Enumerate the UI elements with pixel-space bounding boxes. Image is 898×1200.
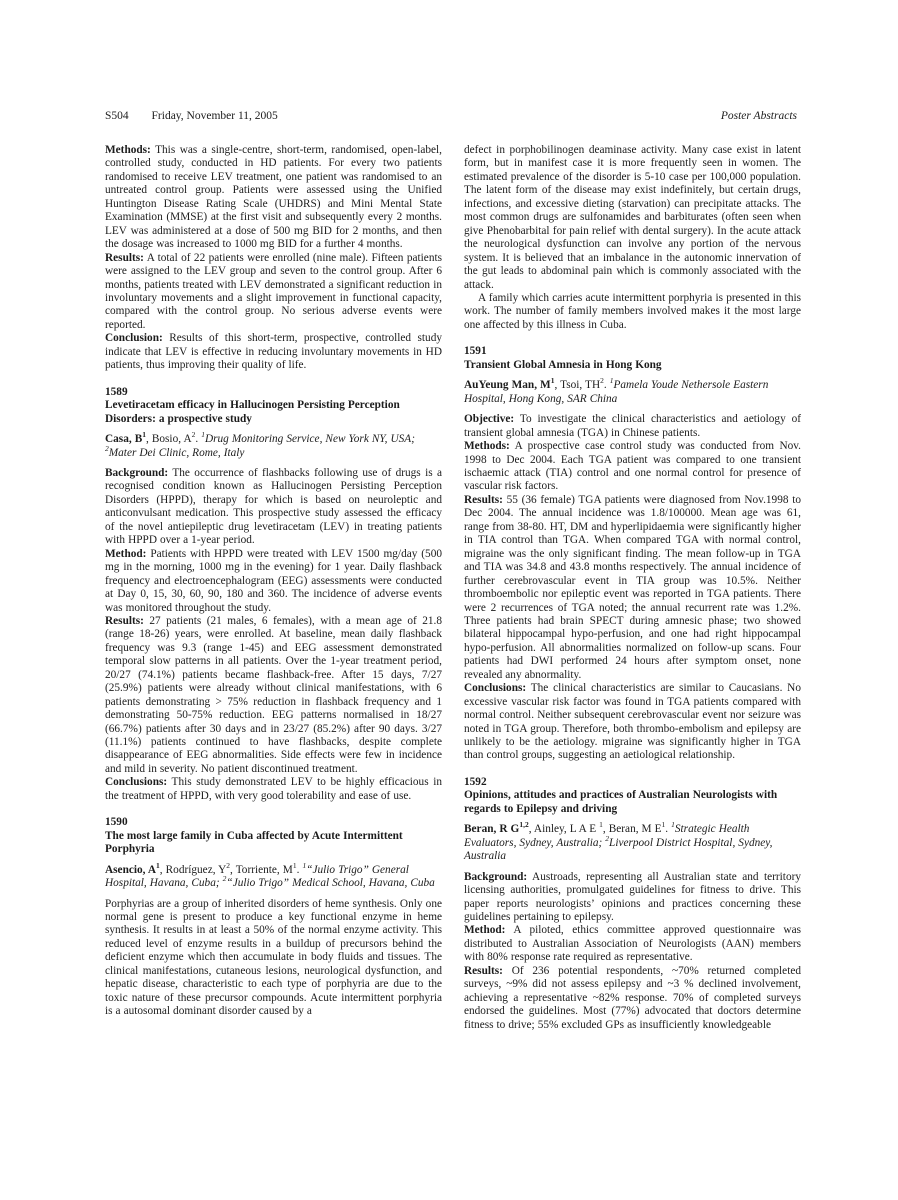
paragraph-text: A prospective case control study was conducted from Nov. 1998 to Dec 2004. Each TGA patient was compared to one transient ischaemic attack (TIA) control and one normal control for presence of vascular risk factors.	[464, 440, 801, 493]
paragraph-label: Objective:	[464, 413, 515, 426]
author-segment: , Beran, M E	[602, 823, 662, 836]
abstract-paragraph	[464, 871, 801, 925]
abstract-paragraph	[105, 776, 442, 803]
abstract-title: The most large family in Cuba affected by Acute Intermittent Porphyria	[105, 829, 403, 856]
paragraph-label: Conclusions:	[464, 682, 527, 695]
abstract-paragraph	[105, 548, 442, 615]
author-segment: 1	[609, 376, 614, 386]
author-segment: 2	[226, 860, 231, 870]
page-number: S504	[105, 110, 129, 122]
abstract-paragraph	[105, 332, 442, 372]
author-segment: 1	[156, 860, 160, 870]
author-segment: .	[296, 863, 303, 876]
abstract-number: 1591	[464, 345, 487, 358]
author-segment: 1	[292, 860, 297, 870]
paragraph-label: Results:	[105, 251, 144, 264]
author-segment: 1	[671, 820, 675, 830]
paragraph-text: This study demonstrated LEV to be highly efficacious in the treatment of HPPD, with very good tolerability and ease of use.	[105, 776, 442, 802]
header-left	[105, 110, 278, 122]
author-segment: .	[195, 433, 202, 446]
authors-line	[464, 376, 801, 406]
author-segment: 1,2	[519, 820, 529, 830]
abstract-number: 1589	[105, 385, 128, 398]
page-header	[105, 110, 797, 122]
paragraph-text: Of 236 potential respondents, ~70% returned completed surveys, ~9% did not assess epilepsy and ~3 % declined involvement, achieving a representative ~82% response. 70% of completed surveys endorsed the guidelines. Most (77%) advocated that doctors determine fitness to drive; 55% excluded GPs as insufficiently knowledgeable	[464, 964, 801, 1031]
paragraph-label: Results:	[105, 614, 144, 627]
abstract-paragraph	[464, 413, 801, 440]
abstract-number: 1592	[464, 775, 487, 788]
paragraph-text: The clinical characteristics are similar to Caucasians. No excessive vascular risk factor was found in TGA patients compared with normal control. Neither subsequent cerebrovascular event nor seizure was noted in TGA group. Therefore, both thrombo-embolism and epilepsy are unlikely to be the aetiology. migraine was significantly higher in TGA than control groups, suggesting an aetiological relationship.	[464, 682, 801, 762]
author-segment: Strategic Health Evaluators, Sydney, Australia;	[464, 823, 750, 849]
author-segment: , Torriente, M	[230, 863, 293, 876]
paragraph-text: 55 (36 female) TGA patients were diagnosed from Nov.1998 to Dec 2004. The annual incidence was 1.8/100000. Mean age was 61, range from 38-80. HT, DM and hyperlipidaemia were significantly higher in TIA control than TGA. When compared TGA with normal control, migraine was the only significant finding. The mean follow-up in TGA and TIA was 34.8 and 43.8 months respectively. The annual incidence of further cerebrovascular event in TIA group was 10.5%. Neither thromboembolic nor epileptic event was reported in TGA patients. There were 2 recurrences of TGA noted; the annual recurrent rate was 1.2%. Three patients had brain SPECT during amnesic phase; two showed bilateral hippocampal hypo-perfusion, and one had right hippocampal hypo-perfusion. All abnormalities normalized on follow-up scans. Four patients had DWI performed 24 hours after symptom onset, none revealed any abnormality.	[464, 493, 801, 681]
abstract-paragraph: Porphyrias are a group of inherited disorders of heme synthesis. Only one normal gene is present to produce a key functional enzyme in heme synthesis. It results in at least a 50% of the normal enzyme activity. This reduced level of enzyme results in a buildup of precursors behind the deficient enzyme which then accumulate in body fluids and tissues. The clinical manifestations, cutaneous lesions, neurological dysfunction, and hepatic disease, characteristic to each type of porphyria are due to the toxic nature of these precursor compounds. Acute intermittent porphyria is a autosomal dominant disorder caused by a	[105, 897, 442, 1018]
abstract-paragraph	[105, 467, 442, 548]
abstract-columns	[105, 144, 801, 1032]
author-segment: “Julio Trigo” Medical School, Havana, Cuba	[226, 877, 435, 890]
author-segment: 1	[142, 430, 146, 440]
author-segment: .	[665, 823, 672, 836]
paragraph-label: Conclusion:	[105, 332, 163, 345]
paragraph-text: To investigate the clinical characteristics and aetiology of transient global amnesia (TGA) in Chinese patients.	[464, 413, 801, 439]
paragraph-text: A piloted, ethics committee approved questionnaire was distributed to Australian Association of Neurologists (AAN) members with 80% response rate required as representative.	[464, 924, 801, 964]
author-segment: 2	[105, 443, 109, 453]
author-segment: .	[603, 379, 610, 392]
author-segment: Pamela Youde Nethersole Eastern Hospital, Hong Kong, SAR China	[464, 379, 769, 405]
author-segment: 1	[599, 820, 603, 830]
paragraph-label: Method:	[464, 924, 506, 937]
author-segment: 1	[201, 430, 205, 440]
paragraph-label: Methods:	[105, 144, 151, 156]
author-segment: Asencio, A	[105, 863, 157, 876]
abstract-paragraph: A family which carries acute intermittent porphyria is presented in this work. The number of family members involved makes it the most large one affected by this illness in Cuba.	[464, 291, 801, 331]
abstract-paragraph	[105, 144, 442, 252]
author-segment: Casa, B	[105, 433, 143, 446]
author-segment: Mater Dei Clinic, Rome, Italy	[108, 446, 245, 459]
author-segment: 2	[222, 874, 227, 884]
column-right	[464, 144, 801, 1032]
abstract-paragraph	[464, 682, 801, 763]
paragraph-label: Results:	[464, 493, 503, 506]
abstract-paragraph: defect in porphobilinogen deaminase activity. Many case exist in latent form, but in manifest case it is more frequently seen in women. The estimated prevalence of the disorder is 5-10 case per 100,000 population. The latent form of the disease may exist indefinitely, but certain drugs, infections, and excessive dieting (starvation) can precipitate attacks. The most common drugs are sulfonamides and barbiturates (often seen when give Phenobarbital for pain relief with dental surgery). In the acute attack the neurological dysfunction can involve any portion of the nervous system. It is believed that an imbalance in the autonomic innervation of the gut leads to abdominal pain which is commonly associated with the attack.	[464, 144, 801, 291]
author-segment: , Rodríguez, Y	[159, 863, 227, 876]
abstract-number: 1590	[105, 816, 128, 829]
author-segment: 2	[600, 376, 604, 386]
abstract-paragraph	[464, 924, 801, 964]
paragraph-text: Results of this short-term, prospective, controlled study indicate that LEV is effective in reducing involuntary movements in HD patients, thus improving their quality of life.	[105, 332, 442, 372]
abstract-paragraph	[105, 252, 442, 333]
author-segment: , Tsoi, TH	[554, 379, 601, 392]
paragraph-label: Background:	[105, 466, 169, 479]
author-segment: Beran, R G	[464, 823, 520, 836]
paragraph-text: Patients with HPPD were treated with LEV 1500 mg/day (500 mg in the morning, 1000 mg in the evening) for 1 year. Daily flashback frequency and electroencephalogram (EEG) assessments were conducted at Day 0, 15, 30, 60, 90, 180 and 360. The incidence of adverse events was monitored throughout the study.	[105, 547, 442, 614]
author-segment: “Julio Trigo” General Hospital, Havana, Cuba;	[105, 863, 409, 890]
abstract-title: Opinions, attitudes and practices of Australian Neurologists with regards to Epilepsy and driving	[464, 789, 778, 815]
abstract-paragraph	[464, 440, 801, 494]
paragraph-text: This was a single-centre, short-term, randomised, open-label, controlled study, conducted in HD patients. For every two patients randomised to receive LEV treatment, one patient was randomised to an untreated control group. Patients were assessed using the Unified Huntington Disease Rating Scale (UHDRS) and Mini Mental State Examination (MMSE) at the first visit and subsequently every 2 months. LEV was administered at a dose of 500 mg BID for 2 months, and then the dosage was increased to 1000 mg BID for a further 4 months.	[105, 144, 442, 251]
header-date: Friday, November 11, 2005	[151, 110, 278, 122]
paragraph-label: Results:	[464, 964, 503, 977]
author-segment: 1	[550, 376, 555, 386]
authors-line	[464, 820, 801, 863]
running-title: Poster Abstracts	[720, 110, 797, 122]
abstract-paragraph	[464, 965, 801, 1032]
abstract-title: Transient Global Amnesia in Hong Kong	[464, 358, 662, 371]
paragraph-text: The occurrence of flashbacks following use of drugs is a recognised condition known as Hallucinogen Persisting Perception Disorders (HPPD), therapy for which is based on neuroleptic and anticonvulsant medication. This prospective study assessed the efficacy of the novel antiepileptic drug levetiracetam (LEV) in treating patients with HPPD over a 1-year period.	[105, 466, 442, 547]
paragraph-label: Methods:	[464, 440, 510, 453]
authors-line	[105, 860, 442, 891]
paragraph-text: A total of 22 patients were enrolled (nine male). Fifteen patients were assigned to the LEV group and seven to the control group. After 6 months, patients treated with LEV demonstrated a significant reduction in involuntary movements and a slight improvement in functional capacity, compared with the control group. No serious adverse events were reported.	[105, 251, 442, 331]
author-segment: AuYeung Man, M	[464, 379, 551, 392]
abstract-paragraph	[105, 615, 442, 776]
author-segment: , Bosio, A	[146, 433, 192, 446]
author-segment: Drug Monitoring Service, New York NY, USA;	[204, 433, 415, 446]
authors-line	[105, 430, 442, 460]
author-segment: 2	[605, 833, 610, 843]
author-segment: Liverpool District Hospital, Sydney, Australia	[464, 836, 773, 863]
paragraph-label: Background:	[464, 870, 528, 883]
author-segment: 1	[661, 820, 666, 830]
paragraph-text: Austroads, representing all Australian state and territory licensing authorities, promulgated guidelines for fitness to drive. This paper reports neurologists’ opinions and practices concerning these guidelines pertaining to epilepsy.	[464, 870, 801, 924]
paragraph-label: Method:	[105, 547, 147, 560]
paragraph-label: Conclusions:	[105, 776, 168, 789]
abstract-title: Levetiracetam efficacy in Hallucinogen Persisting Perception Disorders: a prospective study	[105, 399, 400, 425]
column-left	[105, 144, 442, 1032]
author-segment: 2	[191, 430, 196, 440]
author-segment: 1	[302, 860, 307, 870]
abstract-paragraph	[464, 494, 801, 682]
paragraph-text: 27 patients (21 males, 6 females), with a mean age of 21.8 (range 18-26) years, were enrolled. At baseline, mean daily flashback frequency was 9.3 (range 1-45) and EEG assessment demonstrated temporal slow patterns in all patients. Over the 1-year treatment period, 20/27 (74.1%) patients became flashback-free. After 15 days, 7/27 (25.9%) patients were already without clinical manifestations, with 6 patients demonstrating > 75% reduction in flashback frequency and 1 demonstrating 50-75% reduction. EEG patterns normalised in 18/27 (66.7%) patients after 30 days and in 23/27 (85.2%) after 90 days. 3/27 (11.1%) patients continued to have flashbacks, despite complete disappearance of EEG abnormalities. Side effects were few in incidence and mild in severity. No patient discontinued treatment.	[105, 614, 442, 775]
author-segment: , Ainley, L A E	[528, 823, 600, 836]
